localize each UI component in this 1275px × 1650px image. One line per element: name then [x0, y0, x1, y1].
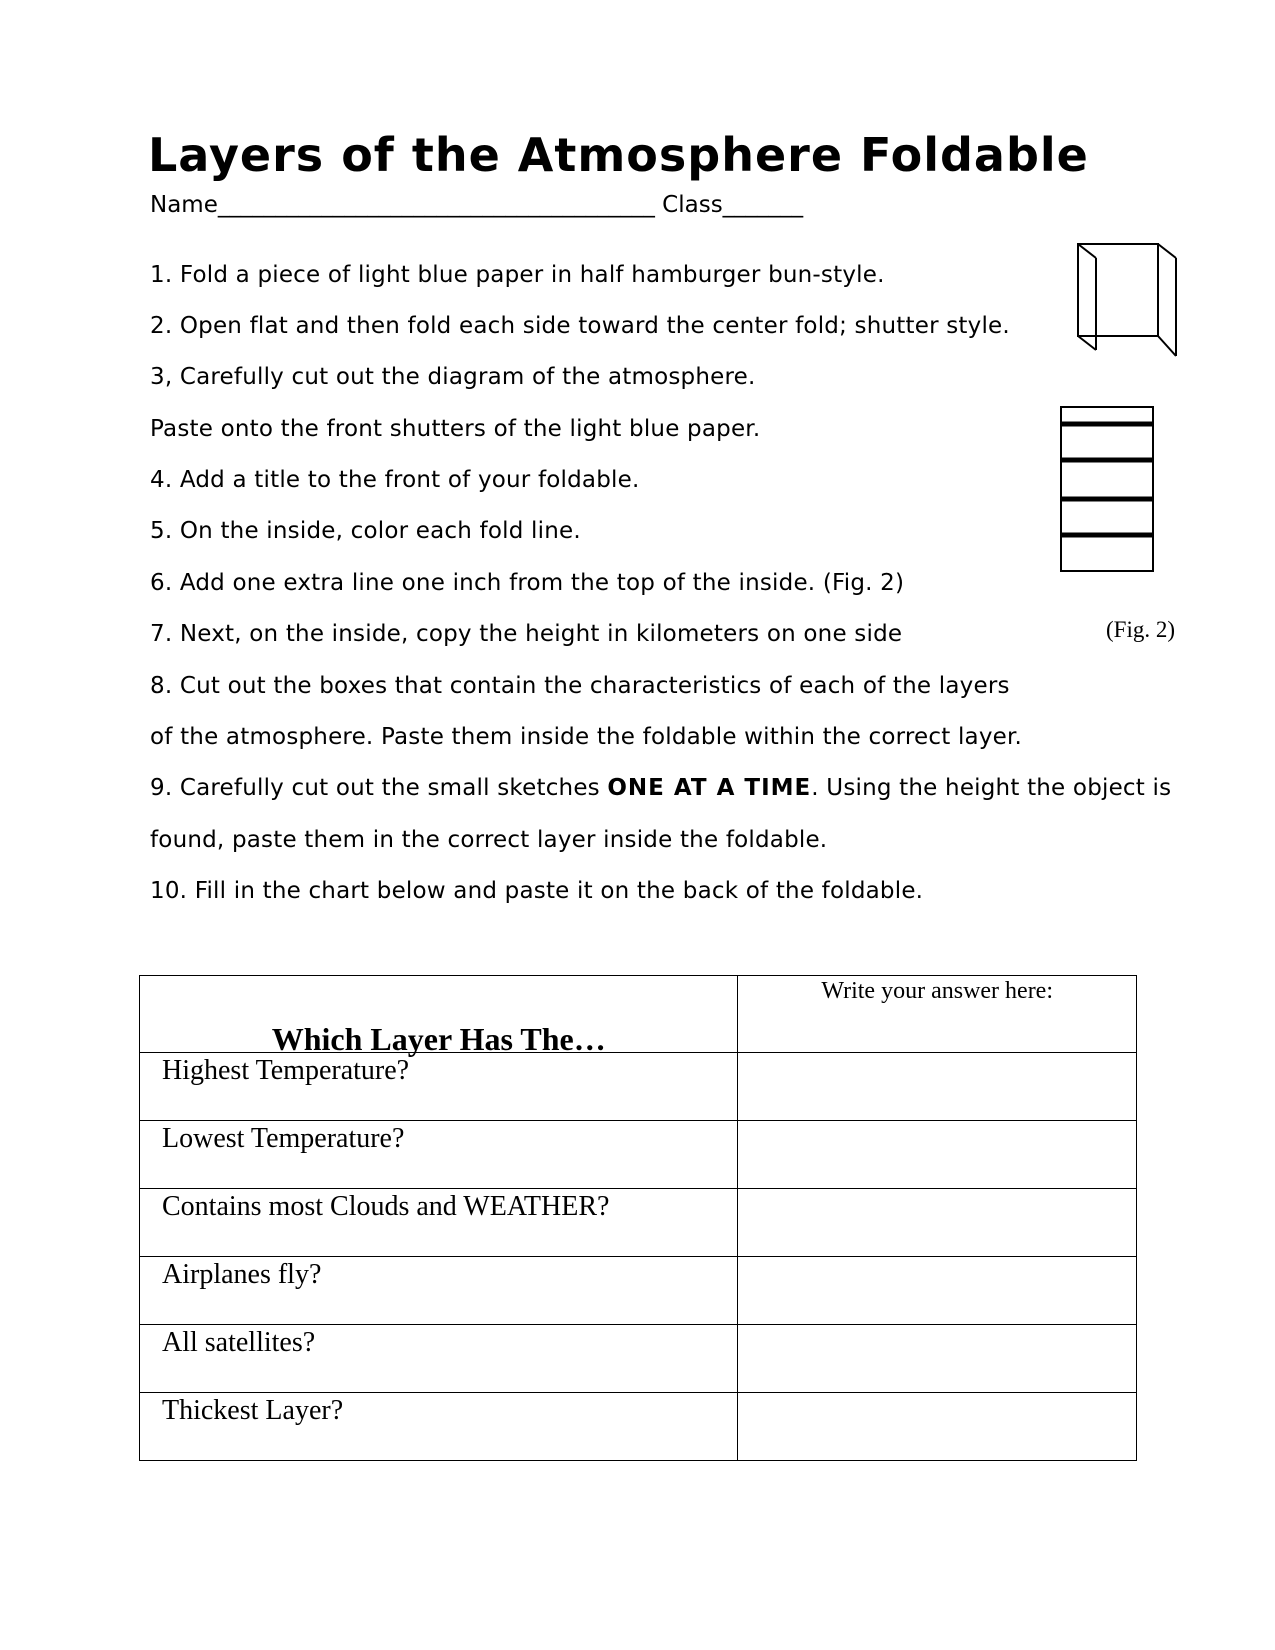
chart-heading: Which Layer Has The…	[271, 1021, 606, 1057]
answer-heading: Write your answer here:	[821, 978, 1054, 1004]
answer-cell[interactable]	[738, 1257, 1137, 1325]
instruction-2: 2. Open flat and then fold each side toward the center fold; shutter style.	[150, 313, 1010, 339]
table-row	[140, 1257, 1137, 1325]
table-row	[140, 1325, 1137, 1393]
instruction-8-cont: of the atmosphere. Paste them inside the foldable within the correct layer.	[150, 724, 1023, 750]
instruction-1: 1. Fold a piece of light blue paper in half hamburger bun-style.	[150, 262, 885, 288]
question-cell	[140, 1393, 738, 1461]
question-cell	[140, 1257, 738, 1325]
instruction-9-end: . Using the height the object is	[811, 775, 1172, 801]
table-row	[140, 1189, 1137, 1257]
question-text: Airplanes fly?	[162, 1259, 322, 1290]
fold-lines-sketch	[1059, 405, 1155, 575]
answer-cell[interactable]	[738, 1121, 1137, 1189]
question-cell	[140, 1121, 738, 1189]
instruction-4: 4. Add a title to the front of your foldable.	[150, 467, 640, 493]
question-cell	[140, 1053, 738, 1121]
worksheet-title: Layers of the Atmosphere Foldable	[148, 128, 1089, 182]
table-row	[140, 1121, 1137, 1189]
instruction-3-cont: Paste onto the front shutters of the light blue paper.	[150, 416, 761, 442]
question-text: Thickest Layer?	[162, 1395, 344, 1426]
question-text: Highest Temperature?	[162, 1055, 410, 1086]
answer-cell[interactable]	[738, 1189, 1137, 1257]
answer-chart	[139, 975, 1137, 1461]
chart-heading-cell	[140, 976, 738, 1057]
question-text: All satellites?	[162, 1327, 316, 1358]
answer-cell[interactable]	[738, 1325, 1137, 1393]
instruction-5: 5. On the inside, color each fold line.	[150, 518, 581, 544]
instruction-9-cont: found, paste them in the correct layer inside the foldable.	[150, 827, 828, 853]
instruction-6: 6. Add one extra line one inch from the top of the inside. (Fig. 2)	[150, 570, 905, 596]
question-cell	[140, 1189, 738, 1257]
instruction-8: 8. Cut out the boxes that contain the characteristics of each of the layers	[150, 673, 1010, 699]
instruction-9	[150, 775, 1171, 801]
answer-cell[interactable]	[738, 1053, 1137, 1121]
table-row	[140, 1053, 1137, 1121]
instruction-3: 3, Carefully cut out the diagram of the atmosphere.	[150, 364, 756, 390]
question-text: Lowest Temperature?	[162, 1123, 405, 1154]
question-cell	[140, 1325, 738, 1393]
answer-cell[interactable]	[738, 1393, 1137, 1461]
name-class-line: Name______________________________________ Class_______	[150, 192, 804, 218]
answer-heading-cell	[738, 976, 1137, 1053]
figure-label: (Fig. 2)	[1106, 617, 1175, 642]
question-text: Contains most Clouds and WEATHER?	[162, 1191, 610, 1222]
chart-header-row	[140, 976, 1137, 1053]
instruction-7: 7. Next, on the inside, copy the height in kilometers on one side	[150, 621, 903, 647]
table-row	[140, 1393, 1137, 1461]
instruction-9-emphasis: ONE AT A TIME	[607, 775, 812, 801]
instruction-10: 10. Fill in the chart below and paste it on the back of the foldable.	[150, 878, 924, 904]
shutter-fold-sketch	[1076, 240, 1182, 362]
instruction-9-start: 9. Carefully cut out the small sketches	[150, 775, 608, 801]
